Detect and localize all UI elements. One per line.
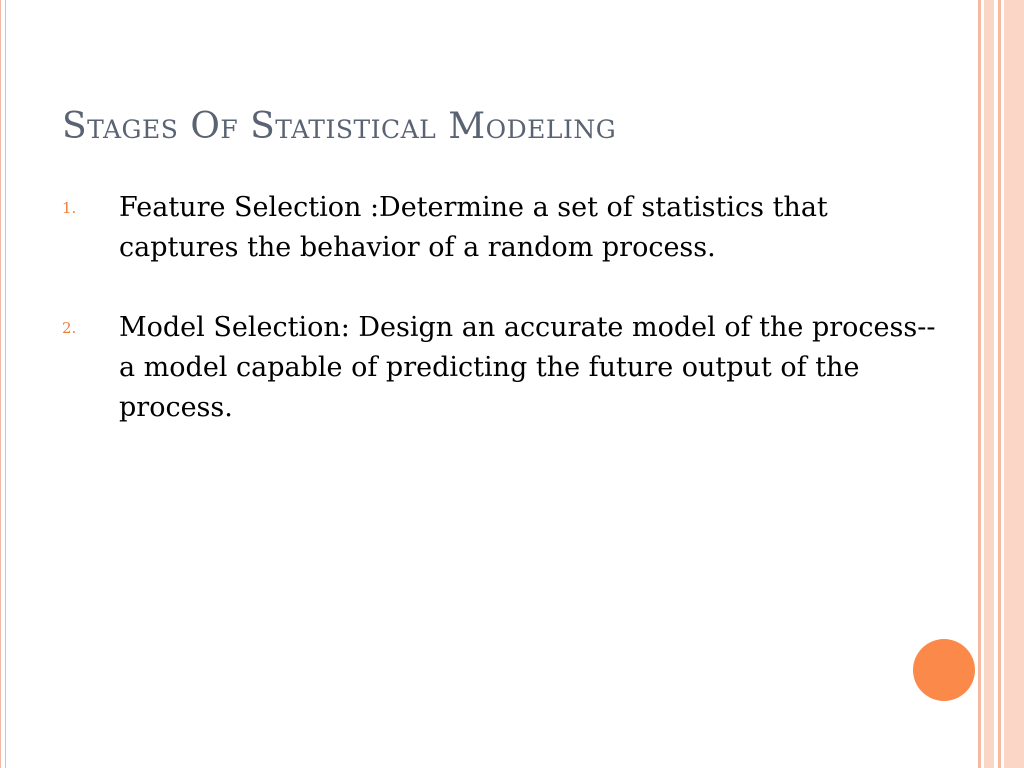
list-item-text: Feature Selection :Determine a set of statistics that captures the behavior of a random process. <box>119 192 828 263</box>
left-border-decoration <box>0 0 8 768</box>
slide-title: Stages Of Statistical Modeling <box>62 106 617 147</box>
right-stripe-decoration <box>978 0 1024 768</box>
stripe-decoration <box>984 0 994 768</box>
stripe-decoration <box>978 0 981 768</box>
stripe-decoration <box>998 0 1001 768</box>
list-item <box>62 308 942 428</box>
list-item-number: 2. <box>62 319 77 337</box>
list-item-number: 1. <box>62 199 77 217</box>
list-item-text: Model Selection: Design an accurate model of the process--a model capable of predicting the future output of the process. <box>119 312 936 423</box>
stripe-decoration <box>1004 0 1024 768</box>
numbered-list <box>62 188 942 468</box>
list-item <box>62 188 942 268</box>
accent-circle-decoration <box>913 639 975 701</box>
